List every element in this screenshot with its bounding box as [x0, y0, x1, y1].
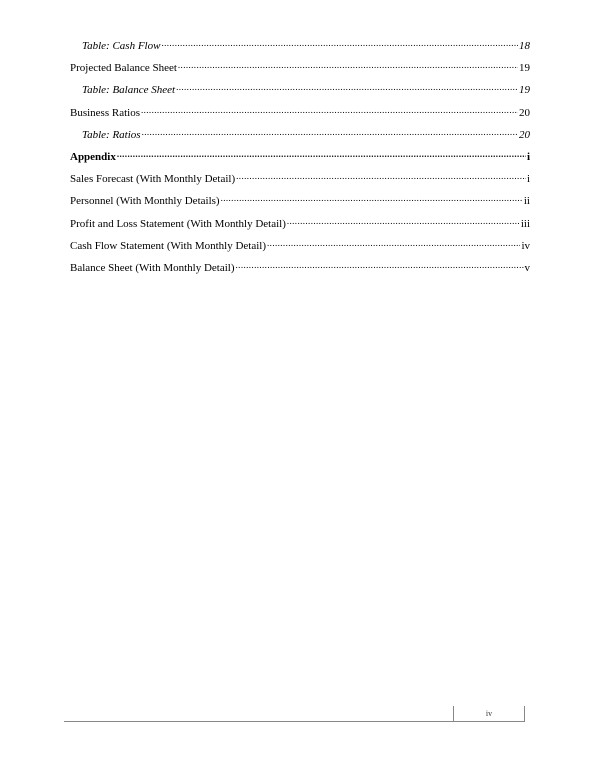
toc-leader-dots	[161, 34, 518, 49]
footer-rule	[64, 721, 454, 722]
toc-leader-dots	[236, 167, 526, 182]
toc-leader-dots	[287, 212, 520, 227]
toc-entry-cash-flow-statement[interactable]	[70, 234, 530, 252]
toc-entry-appendix[interactable]	[70, 145, 530, 163]
toc-entry-label: Table: Ratios	[82, 128, 141, 141]
toc-leader-dots	[117, 145, 526, 160]
toc-entry-personnel[interactable]	[70, 189, 530, 208]
toc-entry-table-cash-flow[interactable]	[70, 34, 530, 52]
toc-entry-page: ii	[523, 195, 530, 208]
toc-entry-label: Cash Flow Statement (With Monthly Detail)	[70, 239, 267, 252]
toc-entry-label: Sales Forecast (With Monthly Detail)	[70, 173, 236, 186]
toc-leader-dots	[178, 56, 518, 71]
toc-entry-label: Balance Sheet (With Monthly Detail)	[70, 261, 235, 274]
toc-entry-page: v	[524, 261, 530, 274]
toc-entry-table-ratios[interactable]	[70, 123, 530, 141]
toc-entry-page: 18	[519, 40, 530, 52]
toc-entry-sales-forecast[interactable]	[70, 167, 530, 186]
toc-leader-dots	[142, 123, 518, 138]
toc-leader-dots	[267, 234, 520, 249]
toc-entry-business-ratios[interactable]	[70, 101, 530, 119]
toc-leader-dots	[236, 256, 524, 271]
toc-entry-page: iii	[520, 217, 530, 230]
toc-entry-page: 19	[519, 62, 530, 75]
toc-entry-page: 20	[519, 128, 530, 141]
toc-leader-dots	[141, 101, 518, 116]
toc-leader-dots	[176, 78, 518, 93]
toc-entry-label: Profit and Loss Statement (With Monthly Detail)	[70, 217, 286, 230]
toc-entry-balance-sheet[interactable]	[70, 256, 530, 274]
toc-entry-label: Table: Cash Flow	[82, 40, 161, 52]
toc-entry-label: Personnel (With Monthly Details)	[70, 195, 220, 208]
toc-entry-label: Business Ratios	[70, 106, 140, 119]
toc-leader-dots	[221, 189, 523, 204]
footer-page-number: iv	[453, 706, 525, 722]
toc-entry-page: 20	[519, 106, 530, 119]
toc-entry-profit-and-loss[interactable]	[70, 212, 530, 230]
toc-entry-page: iv	[521, 239, 530, 252]
table-of-contents	[70, 34, 530, 278]
toc-entry-label: Projected Balance Sheet	[70, 62, 177, 75]
toc-entry-table-balance-sheet[interactable]	[70, 78, 530, 97]
toc-entry-label: Table: Balance Sheet	[82, 84, 176, 97]
toc-entry-label: Appendix	[70, 150, 116, 163]
toc-entry-page: i	[526, 173, 530, 186]
toc-entry-page: 19	[519, 84, 530, 97]
toc-entry-page: i	[526, 150, 530, 163]
toc-entry-projected-balance-sheet[interactable]	[70, 56, 530, 75]
